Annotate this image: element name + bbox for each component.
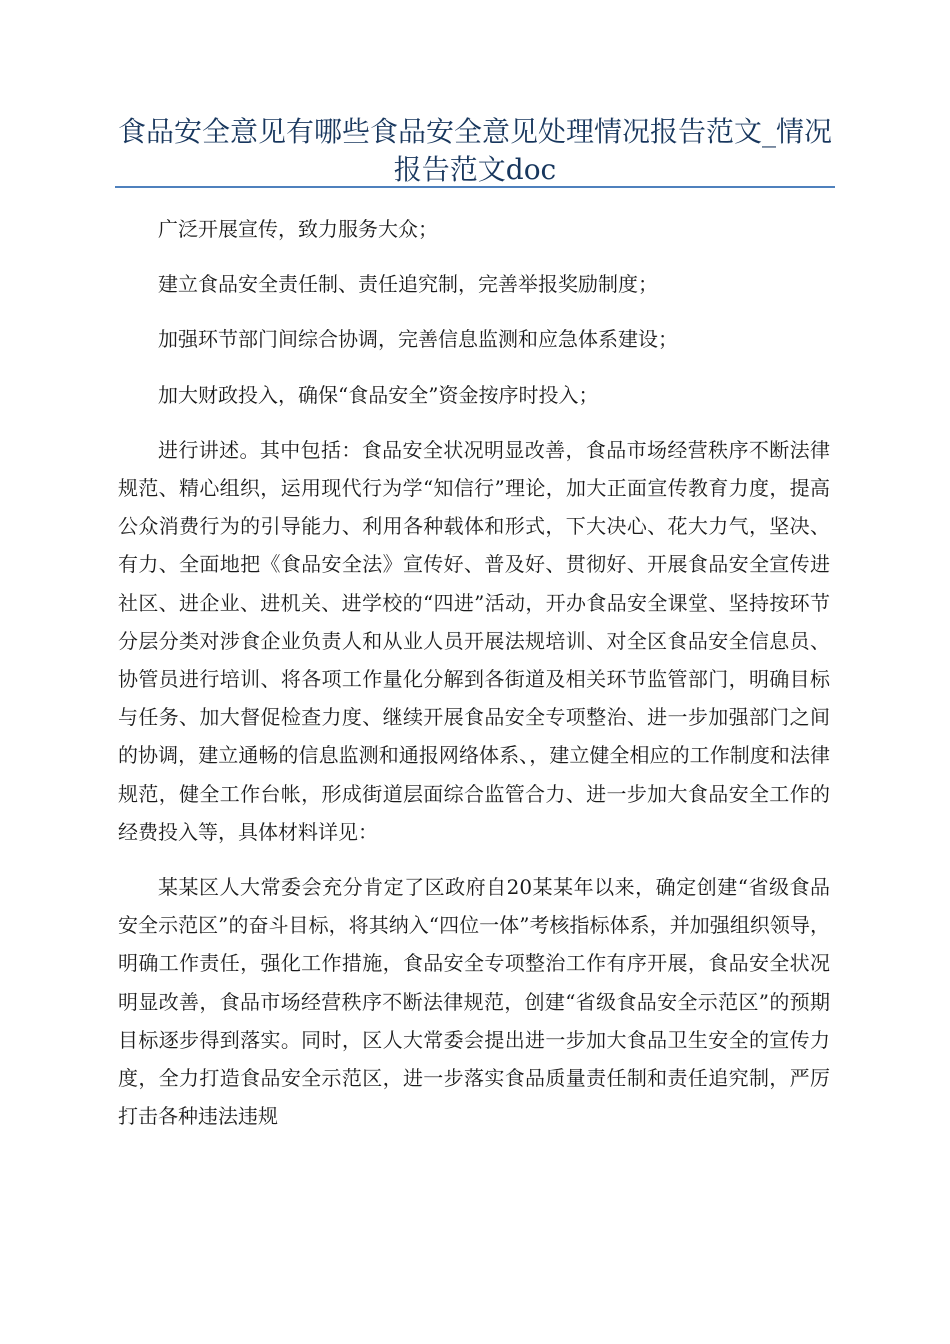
document-title: 食品安全意见有哪些食品安全意见处理情况报告范文_情况报告范文doc: [117, 115, 832, 186]
paragraph: 广泛开展宣传，致力服务大众；: [158, 217, 438, 241]
paragraph: 加大财政投入，确保“食品安全”资金按序时投入；: [158, 382, 599, 407]
paragraph: 加强环节部门间综合协调，完善信息监测和应急体系建设；: [158, 327, 678, 352]
paragraph: 进行讲述。其中包括：食品安全状况明显改善，食品市场经营秩序不断法律规范、精心组织，运用现代行为学“知信行”理论，加大正面宣传教育力度，提高公众消费行为的引导能力、利用各种载体和形式，下大决心、花大力气，坚决、有力、全面地把《食品安全法》宣传好、普及好、贯彻好、开展食品安全宣传进社区、进企业、进机关、进学校的“四进”活动，开办食品安全课堂、坚持按环节分层分类对涉食企业负责人和从业人员开展法规培训、对全区食品安全信息员、协管员进行培训、将各项工作量化分解到各街道及相关环节监管部门，明确目标与任务、加大督促检查力度、继续开展食品安全专项整治、进一步加强部门之间的协调，建立通畅的信息监测和通报网络体系、，建立健全相应的工作制度和法律规范，健全工作台帐，形成街道层面综合监管合力、进一步加大食品安全工作的经费投入等，具体材料详见：: [118, 437, 830, 844]
paragraph: 建立食品安全责任制、责任追究制，完善举报奖励制度；: [158, 272, 658, 297]
document-body: [118, 210, 830, 1152]
paragraph: 某某区人大常委会充分肯定了区政府自20某某年以来，确定创建“省级食品安全示范区”的奋斗目标，将其纳入“四位一体”考核指标体系，并加强组织领导，明确工作责任，强化工作措施，食品安全专项整治工作有序开展，食品安全状况明显改善，食品市场经营秩序不断法律规范，创建“省级食品安全示范区”的预期目标逐步得到落实。同时，区人大常委会提出进一步加大食品卫生安全的宣传力度，全力打造食品安全示范区，进一步落实食品质量责任制和责任追究制，严厉打击各种违法违规: [118, 875, 830, 1129]
title-underline: [115, 186, 835, 188]
